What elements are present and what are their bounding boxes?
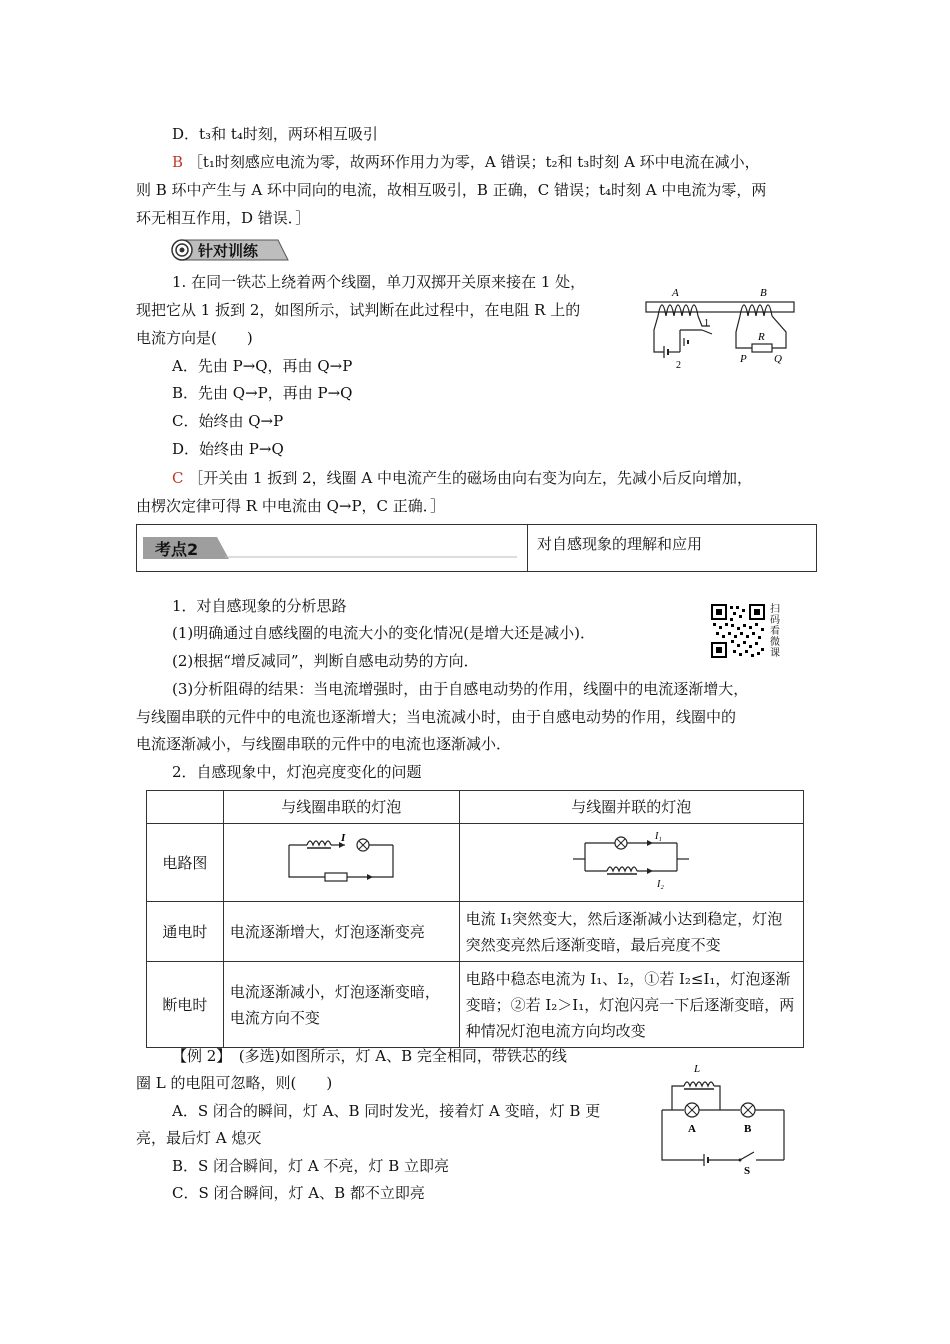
qr-code[interactable] xyxy=(711,604,765,658)
series-circuit-cell xyxy=(223,824,459,902)
answer-1-line-2: 则 B 环中产生与 A 环中同向的电流，故相互吸引，B 正确，C 错误；t₄时刻 A 中电流为零，两 xyxy=(136,181,767,199)
practice-question-line-3: 电流方向是( ) xyxy=(136,329,253,347)
series-cell: 电流逐渐减小，灯泡逐渐变暗，电流方向不变 xyxy=(223,962,459,1048)
analysis-heading-1: 1．对自感现象的分析思路 xyxy=(172,597,347,615)
practice-option-a: A．先由 P→Q，再由 Q→P xyxy=(172,357,353,375)
series-lamp-circuit-figure xyxy=(281,831,401,887)
example2-fig-label-s: S xyxy=(744,1165,751,1175)
practice-question-line-2: 现把它从 1 扳到 2，如图所示，试判断在此过程中，在电阻 R 上的 xyxy=(136,301,581,319)
table-row xyxy=(147,962,804,1048)
practice-answer-line-1 xyxy=(172,466,752,490)
series-cell: 电流逐渐增大，灯泡逐渐变亮 xyxy=(223,902,459,962)
table-header-cell: 与线圈串联的灯泡 xyxy=(223,791,459,824)
parallel-current-label-1: I₁ xyxy=(655,830,663,842)
qr-caption-char: 扫 xyxy=(770,604,780,615)
qr-caption-char: 课 xyxy=(770,648,780,659)
example2-fig-label-a: A xyxy=(688,1123,696,1135)
parallel-current-label-2: I₂ xyxy=(657,878,665,889)
table-row xyxy=(147,824,804,902)
practice-option-c: C．始终由 Q→P xyxy=(172,412,284,430)
row-label: 通电时 xyxy=(147,902,224,962)
fig-label-p: P xyxy=(740,353,747,365)
example2-fig-label-l: L xyxy=(694,1063,701,1075)
answer-letter: B xyxy=(172,153,184,171)
two-coil-circuit-figure xyxy=(640,282,800,372)
qr-caption-char: 码 xyxy=(770,615,780,626)
fig-label-r: R xyxy=(758,331,765,343)
table-header-cell xyxy=(147,791,224,824)
example2-option-b: B．S 闭合瞬间，灯 A 不亮，灯 B 立即亮 xyxy=(172,1157,449,1175)
answer-1-line-3: 环无相互作用，D 错误．］ xyxy=(136,209,311,227)
example2-line-2: 圈 L 的电阻可忽略，则( ) xyxy=(136,1074,333,1092)
qr-caption-char: 微 xyxy=(770,637,780,648)
analysis-point-3-line-2: 与线圈串联的元件中的电流也逐渐增大；当电流减小时，由于自感电动势的作用，线圈中的 xyxy=(136,708,737,726)
practice-banner xyxy=(170,238,282,262)
answer-1-line-1 xyxy=(172,150,760,174)
kaodian-label-cell xyxy=(137,525,528,571)
parallel-cell: 电流 I₁突然变大，然后逐渐减小达到稳定，灯泡突然变亮然后逐渐变暗，最后亮度不变 xyxy=(459,902,803,962)
practice-option-d: D．始终由 P→Q xyxy=(172,440,284,458)
kaodian-header-box xyxy=(136,524,817,572)
fig-label-1: 1 xyxy=(704,318,709,329)
analysis-point-1: (1)明确通过自感线圈的电流大小的变化情况(是增大还是减小)． xyxy=(172,624,595,642)
table-header-row xyxy=(147,791,804,824)
qr-caption xyxy=(770,604,782,659)
row-label: 断电时 xyxy=(147,962,224,1048)
table-header-cell: 与线圈并联的灯泡 xyxy=(459,791,803,824)
fig-label-2: 2 xyxy=(676,360,681,371)
practice-answer-line-2: 由楞次定律可得 R 中电流由 Q→P，C 正确．］ xyxy=(136,497,446,515)
kaodian-label: 考点2 xyxy=(155,540,199,559)
option-d-previous: D．t₃和 t₄时刻，两环相互吸引 xyxy=(172,125,378,143)
practice-question-line-1: 1. 在同一铁芯上绕着两个线圈，单刀双掷开关原来接在 1 处， xyxy=(172,273,586,291)
practice-banner-title: 针对训练 xyxy=(198,242,259,260)
analysis-point-3-line-1: (3)分析阻碍的结果：当电流增强时，由于自感电动势的作用，线圈中的电流逐渐增大， xyxy=(172,680,749,698)
example2-line-1: 【例 2】 (多选)如图所示，灯 A、B 完全相同，带铁芯的线 xyxy=(172,1047,567,1065)
answer-text: ［t₁时刻感应电流为零，故两环作用力为零，A 错误；t₂和 t₃时刻 A 环中电流在减小， xyxy=(187,153,760,171)
example2-option-a-line-1: A．S 闭合的瞬间，灯 A、B 同时发光，接着灯 A 变暗，灯 B 更 xyxy=(172,1102,601,1120)
practice-option-b: B．先由 Q→P，再由 P→Q xyxy=(172,384,353,402)
fig-label-a: A xyxy=(672,287,679,299)
analysis-point-3-line-3: 电流逐渐减小，与线圈串联的元件中的电流也逐渐减小． xyxy=(136,735,512,753)
fig-label-q: Q xyxy=(774,353,782,365)
parallel-cell: 电路中稳态电流为 I₁、I₂，①若 I₂≤I₁，灯泡逐渐变暗；②若 I₂＞I₁，灯泡闪亮一下后逐渐变暗，两种情况灯泡电流方向均改变 xyxy=(459,962,803,1048)
table-row xyxy=(147,902,804,962)
practice-answer-letter: C xyxy=(172,469,184,487)
kaodian-title: 对自感现象的理解和应用 xyxy=(537,535,703,553)
example2-circuit-figure xyxy=(656,1060,791,1175)
example2-fig-label-b: B xyxy=(744,1123,752,1135)
fig-label-b: B xyxy=(760,287,767,299)
series-current-label: I xyxy=(341,831,346,844)
qr-caption-char: 看 xyxy=(770,626,780,637)
example2-option-c: C．S 闭合瞬间，灯 A、B 都不立即亮 xyxy=(172,1184,425,1202)
analysis-point-2: (2)根据“增反减同”，判断自感电动势的方向． xyxy=(172,652,479,670)
example2-option-a-line-2: 亮，最后灯 A 熄灭 xyxy=(136,1129,262,1147)
parallel-circuit-cell xyxy=(459,824,803,902)
practice-answer-text: ［开关由 1 扳到 2，线圈 A 中电流产生的磁场由向右变为向左，先减小后反向增加， xyxy=(188,469,753,487)
analysis-heading-2: 2．自感现象中，灯泡亮度变化的问题 xyxy=(172,763,422,781)
comparison-table xyxy=(146,790,804,1048)
parallel-lamp-circuit-figure xyxy=(571,829,691,889)
row-label: 电路图 xyxy=(147,824,224,902)
